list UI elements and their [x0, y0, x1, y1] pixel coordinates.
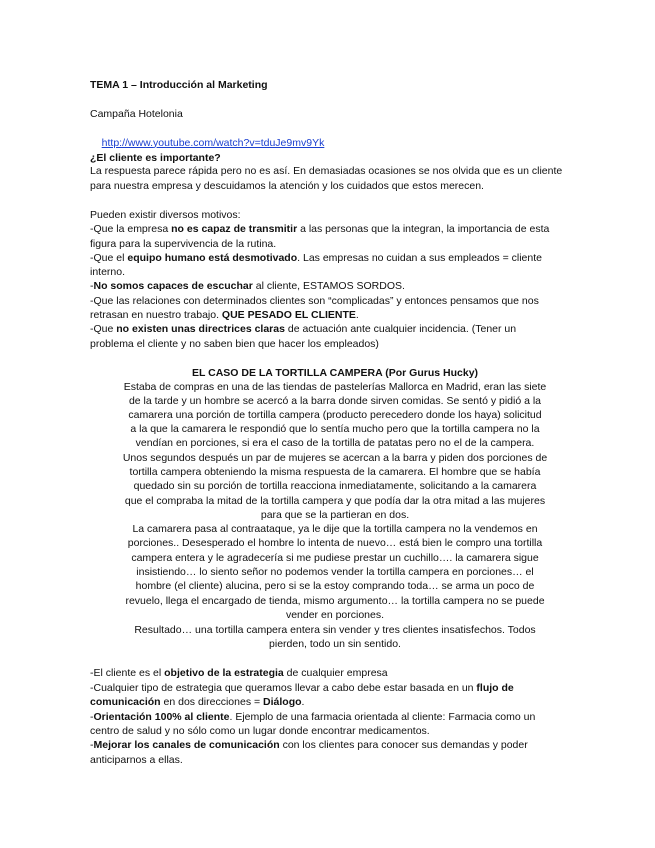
case-line: porciones.. Desesperado el hombre lo intenta de nuevo… está bien le compro una tortilla: [127, 537, 543, 549]
case-line: Estaba de compras en una de las tiendas de pastelerías Mallorca en Madrid, eran las siete: [123, 381, 547, 393]
case-line: de la tarde y un hombre se acercó a la barra donde sirven comidas. Se sentó y pidió a la: [128, 395, 542, 407]
text-run: -El cliente es el: [90, 667, 165, 679]
text-run: retrasan en nuestro trabajo.: [90, 309, 222, 321]
case-line: campera entera y le agradecería si me pudiese prestar un cuchillo…. la camarera sigue: [131, 552, 539, 564]
reason-item: [90, 279, 570, 294]
case-line: hombre (el cliente) alucina, pero si se la estoy comprando toda… se arma un poco de: [135, 580, 535, 592]
reason-item-cont: interno.: [90, 266, 126, 278]
reason-item-cont: figura para la supervivencia de la rutina.: [90, 238, 277, 250]
point-item-cont: centro de salud y no sólo como un lugar donde encontrar medicamentos.: [90, 725, 430, 737]
case-title: [112, 366, 558, 381]
text-run: de cualquier empresa: [283, 667, 388, 679]
bold-run: no es capaz de transmitir: [171, 223, 298, 235]
text-run: .: [301, 696, 305, 708]
point-item-cont: [90, 695, 570, 710]
text-run: en dos direcciones =: [160, 696, 264, 708]
point-item: [90, 666, 570, 681]
text-run: -Cualquier tipo de estrategia que queramos llevar a cabo debe estar basada en un: [90, 682, 477, 694]
case-title-author: (Por Gurus Hucky): [382, 367, 479, 379]
case-line: tortilla campera obteniendo la misma respuesta de la camarera. El hombre que se había: [129, 466, 541, 478]
text-run: . Ejemplo de una farmacia orientada al cliente: Farmacia como un: [229, 711, 536, 723]
text-run: -: [90, 711, 94, 723]
document-title: TEMA 1 – Introducción al Marketing: [90, 79, 268, 91]
text-run: con los clientes para conocer sus demandas y poder: [279, 739, 528, 751]
bold-run: Diálogo: [263, 696, 302, 708]
text-run: a las personas que la integran, la importancia de esta: [297, 223, 550, 235]
bold-run: equipo humano está desmotivado: [127, 252, 298, 264]
case-line: pierden, todo un sin sentido.: [269, 638, 401, 650]
bold-run: objetivo de la estrategia: [164, 667, 284, 679]
case-line: a la que la camarera le respondió que lo sentía mucho pero que la tortilla campera no la: [130, 423, 540, 435]
reason-item: -Que las relaciones con determinados clientes son “complicadas” y entonces pensamos que nos: [90, 295, 539, 307]
point-item-cont: anticiparnos a ellas.: [90, 754, 183, 766]
text-run: de actuación ante cualquier incidencia. (Tener un: [284, 323, 517, 335]
case-line: Unos segundos después un par de mujeres se acercan a la barra y piden dos porciones de: [122, 452, 548, 464]
point-item: [90, 738, 570, 753]
intro-line: para nuestra empresa y descuidamos la atención y los cuidados que estos merecen.: [90, 180, 484, 192]
bold-run: QUE PESADO EL CLIENTE: [221, 309, 356, 321]
case-line: camarera una porción de tortilla campera (producto perecedero donde los haya) solicitud: [128, 409, 542, 421]
point-item: [90, 681, 570, 696]
text-run: .: [355, 309, 359, 321]
case-line: La camarera pasa al contraataque, ya le dije que la tortilla campera no la vendemos en: [132, 523, 538, 535]
reason-item: [90, 222, 570, 237]
text-run: -Que el: [90, 252, 128, 264]
case-title-main: EL CASO DE LA TORTILLA CAMPERA: [191, 367, 383, 379]
case-line: que el compraba la mitad de la tortilla campera y que podía dar la otra mitad a las mujeres: [124, 495, 546, 507]
text-run: . Las empresas no cuidan a sus empleados = cliente: [297, 252, 542, 264]
text-run: al cliente, ESTAMOS SORDOS.: [252, 280, 405, 292]
section-question: ¿El cliente es importante?: [90, 152, 221, 164]
reason-item: [90, 251, 570, 266]
case-line: vender en porciones.: [285, 609, 385, 621]
bold-run: no existen unas directrices claras: [116, 323, 285, 335]
campaign-video-link[interactable]: http://www.youtube.com/watch?v=tduJe9mv9Yk: [101, 136, 325, 149]
bold-run: Mejorar los canales de comunicación: [93, 739, 280, 751]
reason-item-cont: problema el cliente y no saben bien que hacer los empleados): [90, 338, 379, 350]
point-item: [90, 710, 570, 725]
reason-item: [90, 322, 570, 337]
reason-item-cont: [90, 308, 570, 323]
case-line: revuelo, llega el encargado de tienda, mismo argumento… la tortilla campera no se puede: [125, 595, 545, 607]
reasons-lead: Pueden existir diversos motivos:: [90, 209, 241, 221]
text-run: -: [90, 280, 94, 292]
case-line: insistiendo… lo siento señor no podemos vender la tortilla campera en porciones… el: [136, 566, 534, 578]
text-run: -Que la empresa: [90, 223, 172, 235]
bold-run: No somos capaces de escuchar: [93, 280, 253, 292]
bold-run: flujo de: [476, 682, 514, 694]
bold-run: Orientación 100% al cliente: [93, 711, 230, 723]
case-line: quedado sin su porción de tortilla reacciona inmediatamente, solicitando a la camarera: [133, 480, 537, 492]
bold-run: comunicación: [90, 696, 161, 708]
text-run: -Que: [90, 323, 117, 335]
case-line: para que se la partieran en dos.: [260, 509, 410, 521]
case-line: Resultado… una tortilla campera entera sin vender y tres clientes insatisfechos. Todos: [134, 624, 536, 636]
case-line: vendían en porciones, si era el caso de la tortilla de patatas pero no el de la campera.: [135, 437, 535, 449]
intro-line: La respuesta parece rápida pero no es así. En demasiadas ocasiones se nos olvida que es un cliente: [90, 165, 563, 177]
text-run: -: [90, 739, 94, 751]
campaign-label: Campaña Hotelonia: [90, 108, 183, 120]
